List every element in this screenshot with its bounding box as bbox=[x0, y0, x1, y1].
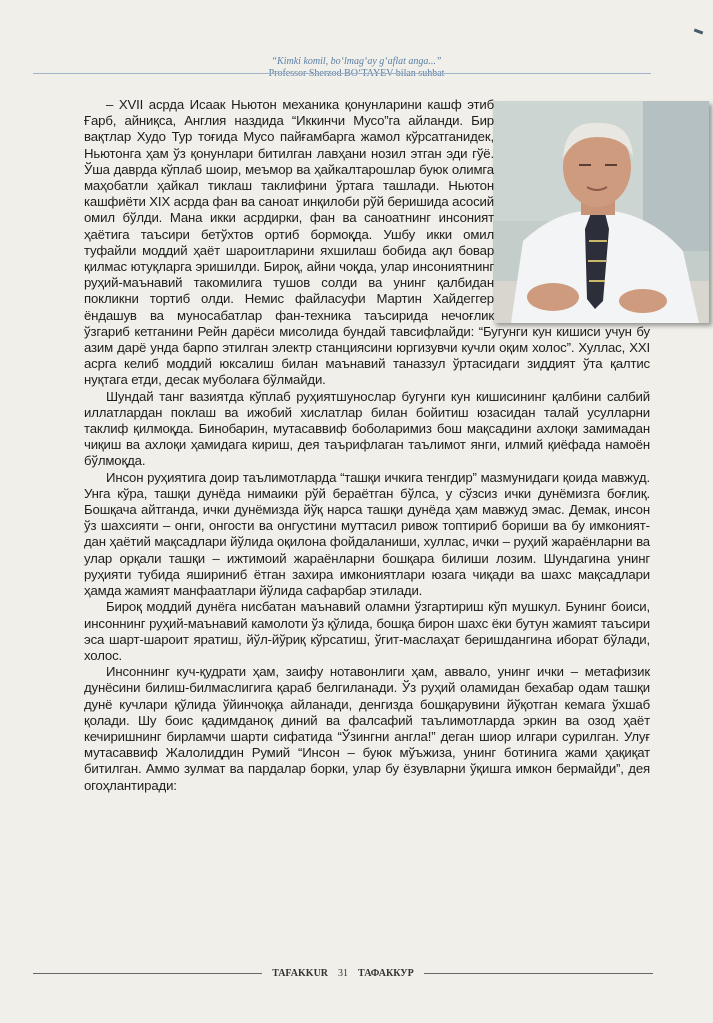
header-subtitle: Professor Sherzod BO‘TAYEV bilan suhbat bbox=[268, 68, 445, 79]
footer-rule-right bbox=[424, 973, 653, 974]
article-body bbox=[84, 97, 650, 794]
header-rule bbox=[33, 73, 651, 74]
scan-mark bbox=[694, 29, 703, 35]
page-footer bbox=[33, 966, 653, 980]
paragraph: Бироқ моддий дунёга нисбатан маънавий оламни ўзгартириш кўп мушкул. Бунинг боиси, инсоннинг руҳий-маънавий камолоти ўз қўлида, бошқа бирон шахс ёки бутун жамият таъсири эса шарт-шароит яратиш, йўл-йўриқ кўрсатиш, ўгит-маслаҳат беришдангина иборат бўлади, холос. bbox=[84, 599, 650, 663]
paragraph: Инсон руҳиятига доир таълимотларда “ташқи ичкига тенгдир” мазмунидаги қоида мавжуд. Унга кўра, ташқи дунёда нимаики рўй бераётган бўлса, у сўзсиз ички дунёмизга боғлиқ. Бошқача айтганда, ички дунёмизда йўқ нарса ташқи дунёда ҳам мавжуд эмас. Демак, инсон ўз шахсияти – онги, онгости ва онгустини муттасил ривож топтириб бориши ва бу имкониятдан ҳаётий мақсадлари йўлида оқилона фойдаланиши, хуллас, ички – руҳий жараёнларни ва улар орқали ташқи – ижтимоий жараёнларни бошқара билиши лозим. Шундагина унинг руҳияти тубида яшириниб ётган захира имкониятлари юзага чиқади ва шахс мақсадлари ҳамда жамият манфаатлари йўлида сафарбар этилади. bbox=[84, 469, 650, 599]
paragraph: Шундай танг вазиятда кўплаб руҳиятшунослар бугунги кун кишисининг қалбини салбий иллатлардан поклаш ва ижобий хислатлар билан бойитиш юзасидан талай усулларни таклиф қилмоқда. Бинобарин, мутасаввиф боболаримиз бош мақсадини ахлоқи замимадан чиқиш ва ахлоқи ҳамидага кириш, дея таърифлаган таълимот янги, илмий қиёфада намоён бўлмоқда. bbox=[84, 388, 650, 469]
running-head bbox=[0, 56, 713, 80]
footer-rule-left bbox=[33, 973, 262, 974]
paragraph: Инсоннинг куч-қудрати ҳам, заифу нотавонлиги ҳам, аввало, унинг ички – метафизик дунёсини билиш-билмаслигига қараб белгиланади. Ўз руҳий оламидан бехабар одам ташқи дунё кучлари қўлида ўйинчоққа айланади, денгизда бошқарувини йўқотган кемага ўхшаб қолади. Шу боис қадимданоқ диний ва фалсафий таълимотларда эркин ва озод ҳаёт кечиришнинг бирламчи шарти сифатида “Ўзингни англа!” деган шиор илгари сурилган. Улуғ мутасаввиф Жалолиддин Румий “Инсон – буюк мўъжиза, унинг ботинига жами ҳақиқат битилган. Аммо зулмат ва пардалар борки, улар бу ёзувларни ўқишга имкон бермайди”, дея огоҳлантиради: bbox=[84, 664, 650, 793]
paragraph: – XVII асрда Исаак Ньютон механика қонунларини кашф этиб Ғарб, айниқса, Англия наздида “Иккинчи Мусо”га айланди. Бир вақтлар Худо Тур тоғида Мусо пайғамбарга жамол кўрсатганидек, Ньютонга ҳам ўз қонунлари битилган лавҳани нозил этган эди гўё. Ўша даврда кўплаб шоир, меъмор ва ҳайкалтарошлар буюк олимга маҳобатли ҳайкал тиклаш таклифини ўртага ташлади. Ньютон кашфиёти XIX асрда фан ва саноат инқилоби рўй беришида асосий омил бўлди. Мана икки асрдирки, фан ва саноатнинг инсоният ҳаётига таъсири бетўхтов ортиб бормоқда. Ушбу икки омил туфайли моддий ҳаёт шароитларини яхшилаш бобида ақл бовар қилмас ютуқларга эришилди. Бироқ, айни чоқда, улар инсониятнинг руҳий-маънавий такомилига тушов солди ва унинг қалбидан покликни тортиб олди. Немис файласуфи Мартин Хайдеггер ёндашув ва муносабатлар фан-техника таъсирида нечоғлик ўзгариб кетганини Рейн дарёси мисолида бундай тавсифлайди: “Бугунги кун кишиси учун бу азим дарё унда барпо этилган электр станциясини юргизувчи кучли оқим холос”. Хуллас, XXI асрга келиб моддий юксалиш билан маънавий таназзул ўртасидаги зиддият ўта қалтис нуқтага етди, десак муболаға бўлмайди. bbox=[84, 97, 650, 388]
photo-wrap-space bbox=[494, 97, 650, 323]
footer-journal-cyrillic: ТАФАККУР bbox=[358, 967, 414, 979]
header-quote: “Kimki komil, bo‘lmag‘ay g‘aflat anga...” bbox=[271, 56, 442, 67]
footer-journal-latin: TAFAKKUR bbox=[272, 967, 329, 979]
page-number: 31 bbox=[338, 967, 349, 979]
